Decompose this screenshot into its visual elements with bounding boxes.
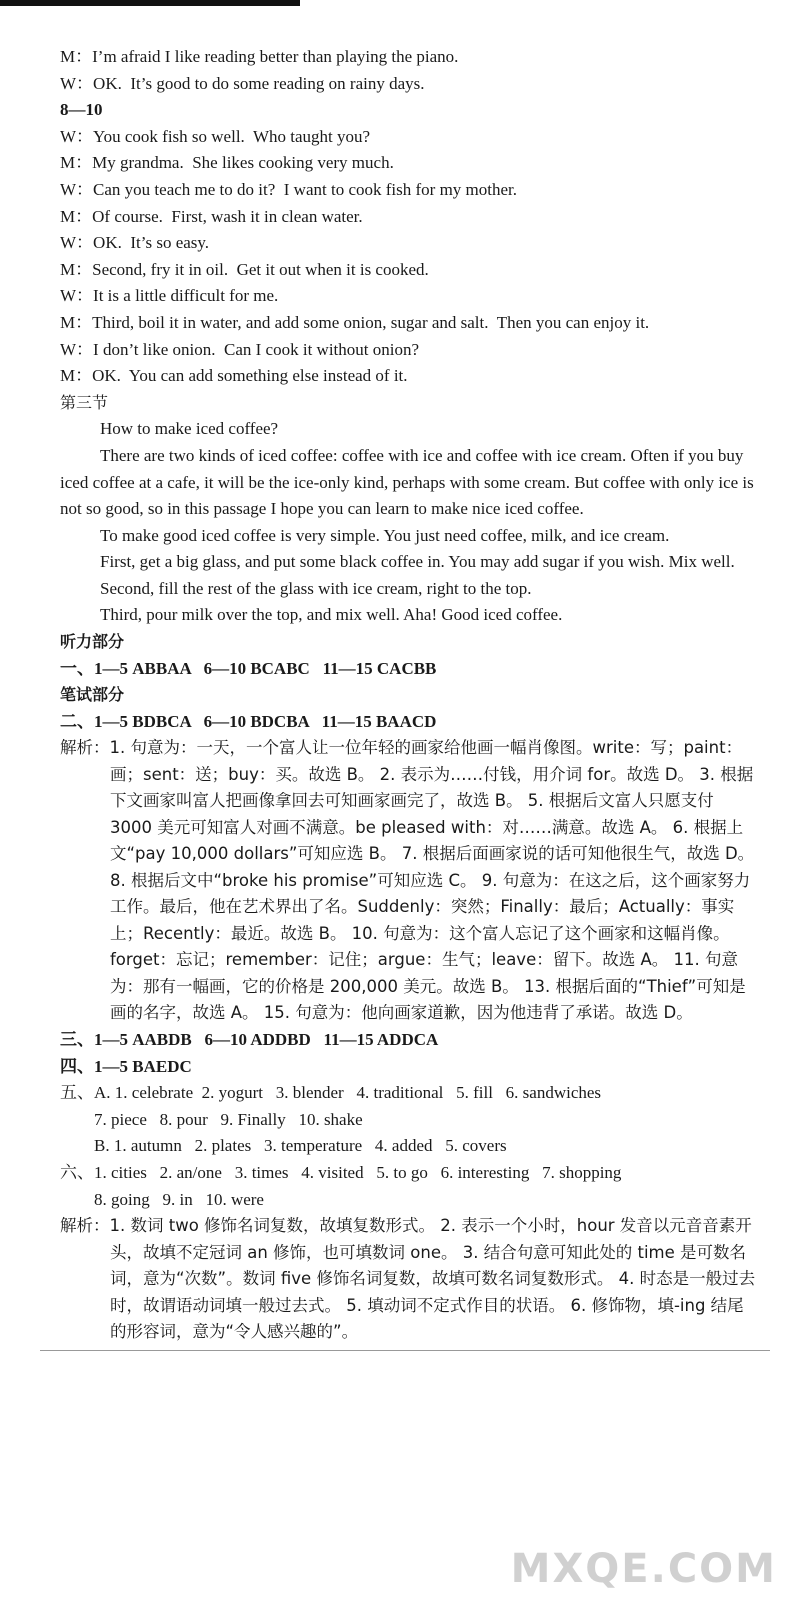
part6-answers-cont: 8. going 9. in 10. were: [94, 1189, 264, 1209]
part5-a-answers-cont: 7. piece 8. pour 9. Finally 10. shake: [94, 1109, 363, 1129]
dialogue-line: W：You cook fish so well. Who taught you?: [60, 126, 371, 146]
passage-paragraph: First, get a big glass, and put some black coffee in. You may add sugar if you wish. Mix well.: [100, 552, 735, 572]
part6-answers: 六、1. cities 2. an/one 3. times 4. visited 5. to go 6. interesting 7. shopping: [60, 1162, 622, 1182]
dialogue-line: W：OK. It’s so easy.: [60, 233, 210, 253]
part5-b-answers: B. 1. autumn 2. plates 3. temperature 4. added 5. covers: [94, 1136, 507, 1156]
document-page: [60, 44, 760, 1346]
passage-title: How to make iced coffee?: [100, 419, 279, 439]
dialogue-line: M：I’m afraid I like reading better than playing the piano.: [60, 47, 459, 66]
dialogue-line: M：My grandma. She likes cooking very much.: [60, 153, 394, 173]
analysis-part2: 解析：1. 句意为：一天，一个富人让一位年轻的画家给他画一幅肖像图。write：写；paint：画；sent：送；buy：买。故选 B。 2. 表示为……付钱，用介词 for。故选 D。 3. 根据下文画家叫富人把画像拿回去可知画家画完了，故选 B。 5. 根据后文富人只愿支付 3000 美元可知富人对画不满意。be pleased with：对……满意。故选 A。 6. 根据上文“pay 10,000 dollars”可知应选 B。 7. 根据后面画家说的话可知他很生气，故选 D。 8. 根据后文中“broke his promise”可知应选 C。 9. 句意为：在这之后，这个画家努力工作。最后，他在艺术界出了名。Suddenly：突然；Finally：最后；Actually：事实上；Recently：最近。故选 B。 10. 句意为：这个富人忘记了这个画家和这幅肖像。forget：忘记；remember：记住；argue：生气；leave：留下。故选 A。 11. 句意为：那有一幅画，它的价格是 200,000 美元。故选 B。 13. 根据后面的“Thief”可知是画的名字，故选 A。 15. 句意为：他向画家道歉，因为他违背了承诺。故选 D。: [60, 738, 755, 1023]
dialogue-line: W：OK. It’s good to do some reading on rainy days.: [60, 73, 425, 93]
part4-answers: 四、1—5 BAEDC: [60, 1056, 192, 1076]
part3-answers: 三、1—5 AABDB 6—10 ADDBD 11—15 ADDCA: [60, 1029, 439, 1049]
divider-line: [40, 1350, 770, 1351]
dialogue-line: M：Of course. First, wash it in clean water.: [60, 206, 363, 226]
passage-paragraph: Third, pour milk over the top, and mix well. Aha! Good iced coffee.: [100, 605, 563, 625]
part2-answers: 二、1—5 BDBCA 6—10 BDCBA 11—15 BAACD: [60, 711, 437, 731]
passage-paragraph: There are two kinds of iced coffee: coffee with ice and coffee with ice cream. Often if you buy iced coffee at a cafe, it will be the ice-only kind, perhaps with some cream. But coffee with only ice is not so good, so in this passage I hope you can learn to make nice iced coffee.: [60, 445, 754, 519]
section-label: 第三节: [60, 392, 109, 412]
written-heading: 笔试部分: [60, 685, 125, 705]
section-number: 8—10: [60, 100, 103, 120]
passage-paragraph: To make good iced coffee is very simple. You just need coffee, milk, and ice cream.: [100, 525, 670, 545]
dialogue-line: W：I don’t like onion. Can I cook it without onion?: [60, 339, 420, 359]
watermark-logo: MXQE.COM: [510, 1546, 777, 1592]
dialogue-line: M：Second, fry it in oil. Get it out when it is cooked.: [60, 259, 429, 279]
dialogue-line: M：Third, boil it in water, and add some onion, sugar and salt. Then you can enjoy it.: [60, 312, 650, 332]
analysis-part6: 解析：1. 数词 two 修饰名词复数，故填复数形式。 2. 表示一个小时，hour 发音以元音音素开头，故填不定冠词 an 修饰，也可填数词 one。 3. 结合句意可知此处的 time 是可数名词，意为“次数”。数词 five 修饰名词复数，故填可数名词复数形式。 4. 时态是一般过去时，故谓语动词填一般过去式。 5. 填动词不定式作目的状语。 6. 修饰物，填-ing 结尾的形容词，意为“令人感兴趣的”。: [60, 1216, 756, 1342]
dialogue-line: M：OK. You can add something else instead of it.: [60, 366, 408, 386]
dialogue-line: W：Can you teach me to do it? I want to cook fish for my mother.: [60, 179, 518, 199]
top-border: [0, 0, 300, 6]
listening-heading: 听力部分: [60, 632, 125, 652]
dialogue-line: W：It is a little difficult for me.: [60, 286, 279, 306]
passage-paragraph: Second, fill the rest of the glass with ice cream, right to the top.: [100, 578, 532, 598]
listening-answers: 一、1—5 ABBAA 6—10 BCABC 11—15 CACBB: [60, 658, 437, 678]
part5-a-answers: 五、A. 1. celebrate 2. yogurt 3. blender 4. traditional 5. fill 6. sandwiches: [60, 1083, 602, 1103]
